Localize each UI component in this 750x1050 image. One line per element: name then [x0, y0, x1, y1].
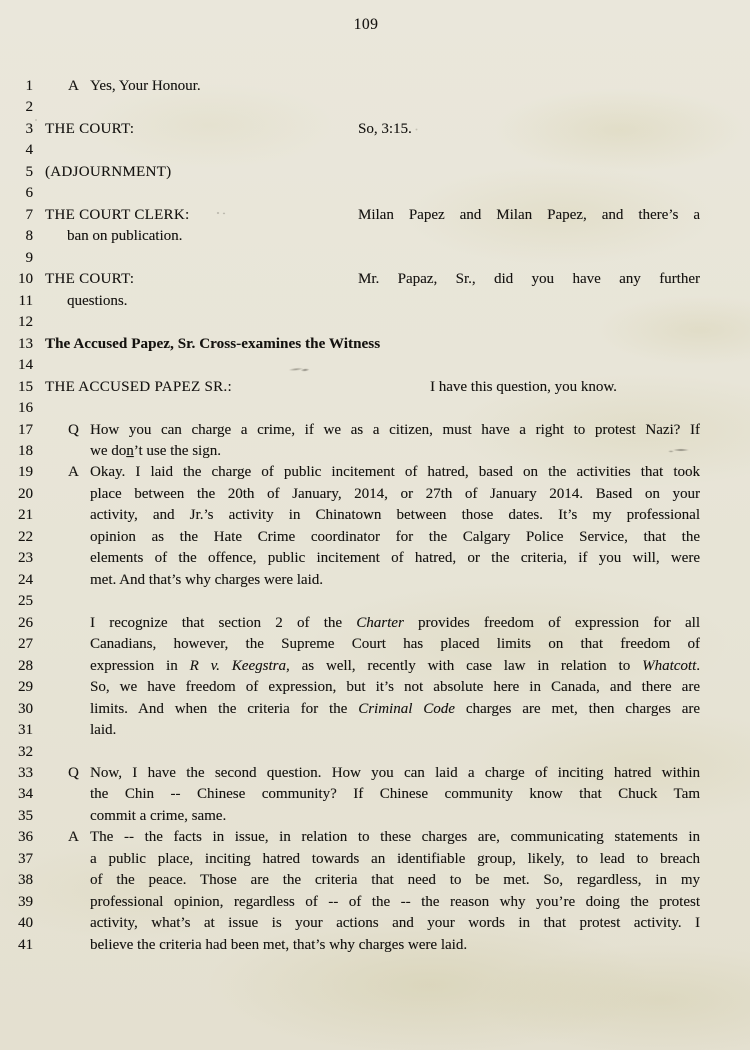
text-segment: Mr. Papaz, Sr., did you have any further — [358, 271, 700, 288]
text-segment: charges are met, then charges are — [454, 700, 700, 717]
text-segment: Yes, Your Honour. — [90, 78, 201, 94]
line-number: 20 — [18, 485, 33, 502]
transcript-line — [0, 269, 750, 290]
text-segment: a public place, inciting hatred towards an identifiable group, likely, to lead to breach — [90, 850, 700, 867]
transcript-line — [0, 248, 750, 269]
text-segment: I recognize that section 2 of the — [90, 614, 357, 631]
text-segment: expression in — [90, 657, 190, 674]
line-number: 16 — [18, 400, 33, 417]
transcript-line — [0, 334, 750, 355]
line-number: 18 — [18, 442, 33, 459]
text-segment: elements of the offence, public incitement of hatred, or the criteria, if you will, were — [90, 550, 700, 567]
line-number: 14 — [18, 357, 33, 374]
transcript-line — [0, 441, 750, 462]
qa-marker: A — [68, 78, 79, 94]
line-text — [90, 634, 700, 655]
line-number: 33 — [18, 765, 33, 781]
transcript-line — [0, 763, 750, 784]
text-segment: Charter — [356, 614, 404, 631]
section-heading: The Accused Papez, Sr. Cross-examines the Witness — [45, 335, 381, 352]
transcript-line — [0, 119, 750, 140]
line-text — [90, 827, 700, 848]
transcript-line — [0, 312, 750, 333]
line-number: 19 — [18, 464, 33, 481]
transcript-line — [0, 827, 750, 848]
transcript-line — [0, 76, 750, 97]
qa-marker: Q — [68, 421, 79, 438]
text-segment: opinion as the Hate Crime coordinator for the Calgary Police Service, that the — [90, 528, 700, 545]
transcript-line — [0, 548, 750, 569]
line-number: 32 — [18, 743, 33, 760]
transcript-line — [0, 420, 750, 441]
continuation-text — [67, 291, 127, 312]
transcript-line — [0, 591, 750, 612]
text-segment: , as well, recently with case law in relation to — [285, 657, 643, 674]
text-segment: of the peace. Those are the criteria that need to be met. So, regardless, in my — [90, 872, 700, 889]
text-segment: Canadians, however, the Supreme Court has placed limits on that freedom of — [90, 636, 700, 653]
text-segment: I have this question, you know. — [430, 378, 617, 395]
transcript — [0, 76, 750, 956]
text-segment: activity, and Jr.’s activity in Chinatown between those dates. It’s my professional — [90, 507, 700, 524]
line-text — [90, 870, 700, 891]
text-segment: ’t use the sign. — [133, 442, 221, 459]
line-number: 40 — [18, 915, 33, 932]
transcript-line — [0, 784, 750, 805]
text-segment: met. And that’s why charges were laid. — [90, 571, 323, 588]
line-number: 7 — [25, 206, 33, 223]
line-number: 26 — [18, 614, 33, 631]
line-number: 4 — [25, 142, 33, 159]
transcript-line — [0, 613, 750, 634]
transcript-line — [0, 484, 750, 505]
line-text — [90, 720, 700, 741]
line-number: 24 — [18, 571, 33, 588]
speaker-label: (ADJOURNMENT) — [45, 163, 172, 180]
transcript-line — [0, 205, 750, 226]
text-segment: provides freedom of expression for all — [403, 614, 700, 631]
speaker-label: THE COURT: — [45, 120, 135, 137]
statement-text — [358, 119, 700, 140]
qa-marker: A — [68, 829, 79, 846]
text-segment: commit a crime, same. — [90, 807, 227, 824]
transcript-line — [0, 892, 750, 913]
transcript-line — [0, 742, 750, 763]
transcript-line — [0, 570, 750, 591]
line-text — [90, 656, 700, 677]
line-number: 21 — [18, 507, 33, 524]
line-text — [90, 784, 700, 805]
text-segment: Now, I have the second question. How you can laid a charge of inciting hatred within — [90, 765, 700, 781]
line-number: 39 — [18, 893, 33, 910]
text-segment: activity, what’s at issue is your actions and your words in that protest activity. I — [90, 915, 700, 932]
line-number: 25 — [18, 593, 33, 610]
line-number: 13 — [18, 335, 33, 352]
text-segment: The -- the facts in issue, in relation to these charges are, communicating statements in — [90, 829, 700, 846]
line-number: 10 — [18, 271, 33, 288]
line-number: 8 — [25, 228, 33, 245]
line-number: 29 — [18, 679, 33, 696]
line-number: 6 — [25, 185, 33, 202]
line-text — [90, 613, 700, 634]
qa-marker: Q — [68, 765, 79, 781]
line-text — [90, 935, 700, 956]
line-number: 38 — [18, 872, 33, 889]
line-text — [90, 76, 700, 97]
text-segment: Okay. I laid the charge of public incitement of hatred, based on the activities that took — [90, 464, 700, 481]
text-segment: laid. — [90, 722, 117, 739]
transcript-line — [0, 527, 750, 548]
line-number: 37 — [18, 850, 33, 867]
text-segment: ban on publication. — [67, 228, 183, 245]
transcript-line — [0, 505, 750, 526]
line-number: 36 — [18, 829, 33, 846]
text-segment: Milan Papez and Milan Papez, and there’s a — [358, 206, 700, 223]
line-text — [90, 484, 700, 505]
statement-text — [358, 205, 700, 226]
line-number: 17 — [18, 421, 33, 438]
text-segment: So, 3:15. — [358, 120, 412, 137]
line-number: 15 — [18, 378, 33, 395]
text-segment: limits. And when the criteria for the — [90, 700, 359, 717]
line-text — [90, 527, 700, 548]
transcript-line — [0, 183, 750, 204]
line-number: 27 — [18, 636, 33, 653]
statement-text — [430, 377, 700, 398]
line-text — [90, 548, 700, 569]
text-segment: the Chin -- Chinese community? If Chinese community know that Chuck Tam — [90, 786, 700, 803]
text-segment: . — [696, 657, 700, 674]
line-number: 23 — [18, 550, 33, 567]
transcript-line — [0, 806, 750, 827]
transcript-line — [0, 355, 750, 376]
transcript-line — [0, 634, 750, 655]
text-segment: n — [126, 442, 134, 459]
speaker-label: THE ACCUSED PAPEZ SR.: — [45, 378, 232, 395]
line-number: 9 — [25, 249, 33, 266]
line-number: 2 — [25, 99, 33, 116]
text-segment: questions. — [67, 292, 128, 309]
line-text — [90, 763, 700, 784]
transcript-line — [0, 870, 750, 891]
text-segment: place between the 20th of January, 2014, or 27th of January 2014. Based on your — [90, 485, 700, 502]
line-text — [90, 420, 700, 441]
transcript-line — [0, 913, 750, 934]
line-text — [90, 677, 700, 698]
line-text — [90, 462, 700, 483]
text-segment: Criminal Code — [358, 700, 455, 717]
line-number: 12 — [18, 314, 33, 331]
line-number: 1 — [25, 78, 33, 94]
line-text — [90, 441, 700, 462]
continuation-text — [67, 226, 182, 247]
transcript-line — [0, 699, 750, 720]
line-number: 28 — [18, 657, 33, 674]
line-text — [90, 699, 700, 720]
statement-text — [358, 269, 700, 290]
text-segment: professional opinion, regardless of -- of the -- the reason why you’re doing the protest — [90, 893, 700, 910]
line-number: 31 — [18, 722, 33, 739]
line-text — [90, 892, 700, 913]
speaker-label: THE COURT CLERK: — [45, 206, 190, 223]
line-number: 35 — [18, 807, 33, 824]
line-number: 11 — [18, 292, 33, 309]
qa-marker: A — [68, 464, 79, 481]
transcript-line — [0, 398, 750, 419]
transcript-line — [0, 462, 750, 483]
transcript-line — [0, 677, 750, 698]
transcript-line — [0, 377, 750, 398]
transcript-line — [0, 140, 750, 161]
text-segment: So, we have freedom of expression, but it’s not absolute here in Canada, and there are — [90, 679, 700, 696]
line-number: 3 — [25, 120, 33, 137]
transcript-line — [0, 162, 750, 183]
line-text — [90, 505, 700, 526]
line-text — [90, 806, 700, 827]
line-number: 34 — [18, 786, 33, 803]
transcript-line — [0, 97, 750, 118]
line-number: 30 — [18, 700, 33, 717]
transcript-line — [0, 720, 750, 741]
line-number: 41 — [18, 936, 33, 953]
page-number: 109 — [353, 16, 379, 33]
speaker-label: THE COURT: — [45, 271, 135, 288]
line-number: 5 — [25, 163, 33, 180]
transcript-line — [0, 935, 750, 956]
line-text — [90, 849, 700, 870]
text-segment: Whatcott — [642, 657, 697, 674]
line-text — [90, 913, 700, 934]
text-segment: R v. Keegstra — [189, 657, 286, 674]
text-segment: believe the criteria had been met, that’s why charges were laid. — [90, 936, 468, 953]
text-segment: How you can charge a crime, if we as a citizen, must have a right to protest Nazi? If — [90, 421, 700, 438]
transcript-line — [0, 849, 750, 870]
transcript-line — [0, 656, 750, 677]
line-number: 22 — [18, 528, 33, 545]
transcript-line — [0, 226, 750, 247]
text-segment: we do — [90, 442, 127, 459]
transcript-line — [0, 291, 750, 312]
line-text — [90, 570, 700, 591]
